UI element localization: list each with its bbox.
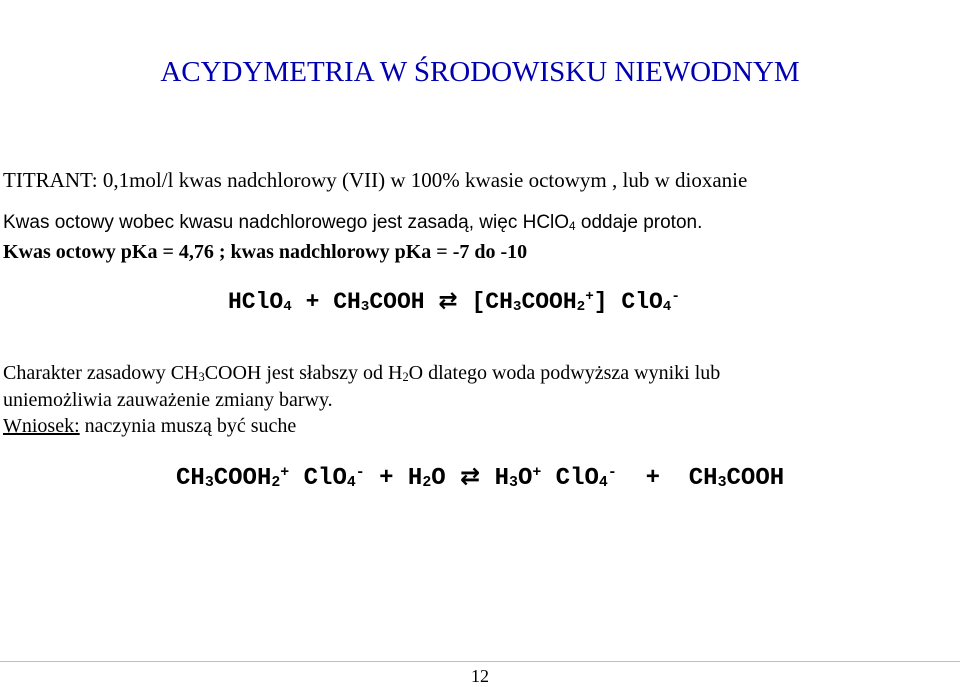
eq1-term: HClO	[228, 289, 284, 315]
footer-divider	[0, 661, 960, 662]
titrant-line: TITRANT: 0,1mol/l kwas nadchlorowy (VII) w 100% kwasie octowym , lub w dioxanie	[3, 168, 748, 192]
eq2-charge: +	[532, 464, 542, 481]
eq1-term: [CH	[457, 289, 513, 315]
proton-line	[3, 212, 702, 234]
character-text: COOH jest słabszy od H	[204, 362, 403, 384]
eq2-term: O	[431, 465, 461, 492]
character-text: Charakter zasadowy CH	[3, 362, 199, 384]
character-line-2: uniemożliwia zauważenie zmiany barwy.	[3, 389, 333, 411]
eq1-charge: +	[585, 289, 594, 306]
eq2-term: COOH	[213, 465, 272, 492]
eq1-term: ] ClO	[593, 289, 663, 315]
eq1-sub: 4	[662, 299, 672, 316]
eq2-term: ClO	[289, 465, 347, 492]
character-line-1	[3, 362, 720, 385]
pka-line: Kwas octowy pKa = 4,76 ; kwas nadchlorowy pKa = -7 do -10	[3, 241, 528, 263]
eq2-sub: 4	[598, 475, 608, 492]
eq2-charge: +	[280, 464, 290, 481]
eq2-term: ClO	[541, 465, 599, 492]
eq2-charge: -	[607, 464, 617, 481]
eq2-sub: 3	[717, 475, 727, 492]
eq1-sub: 4	[283, 299, 292, 316]
eq2-term: + CH	[616, 465, 718, 492]
eq2-term: + H	[364, 465, 423, 492]
eq1-sub: 2	[576, 299, 586, 316]
eq2-term: COOH	[726, 465, 785, 492]
conclusion-label: Wniosek:	[3, 415, 80, 437]
eq2-sub: 4	[346, 475, 356, 492]
character-sub: 2	[402, 369, 409, 384]
character-sub: 3	[198, 369, 205, 384]
conclusion-line	[3, 415, 296, 438]
proton-line-text: Kwas octowy wobec kwasu nadchlorowego jest zasadą, więc HClO	[3, 212, 570, 233]
eq2-term: H	[480, 465, 509, 492]
eq1-term: COOH	[369, 289, 439, 315]
eq1-term: COOH	[521, 289, 577, 315]
page-title: ACYDYMETRIA W ŚRODOWISKU NIEWODNYM	[160, 56, 800, 88]
eq1-term: + CH	[291, 289, 361, 315]
eq2-sub: 2	[271, 475, 281, 492]
eq1-charge: -	[671, 289, 680, 306]
eq2-term: CH	[176, 465, 205, 492]
eq2-charge: -	[355, 464, 365, 481]
eq2-sub: 3	[204, 475, 214, 492]
eq2-sub: 2	[422, 475, 432, 492]
eq1-sub: 3	[360, 299, 370, 316]
equation-dissociation	[228, 288, 680, 315]
proton-line-subscript: 4	[569, 219, 576, 233]
equilibrium-arrow-icon: ⇄	[460, 462, 481, 490]
proton-line-end: oddaje proton.	[575, 212, 703, 233]
eq2-term: O	[517, 465, 533, 492]
conclusion-text: naczynia muszą być suche	[79, 415, 297, 437]
equation-reaction	[176, 462, 784, 492]
eq2-sub: 3	[509, 475, 518, 492]
page-number: 12	[471, 666, 489, 686]
character-text: O dlatego woda podwyższa wyniki lub	[408, 362, 721, 384]
equilibrium-arrow-icon: ⇄	[438, 288, 458, 314]
eq1-sub: 3	[512, 299, 522, 316]
